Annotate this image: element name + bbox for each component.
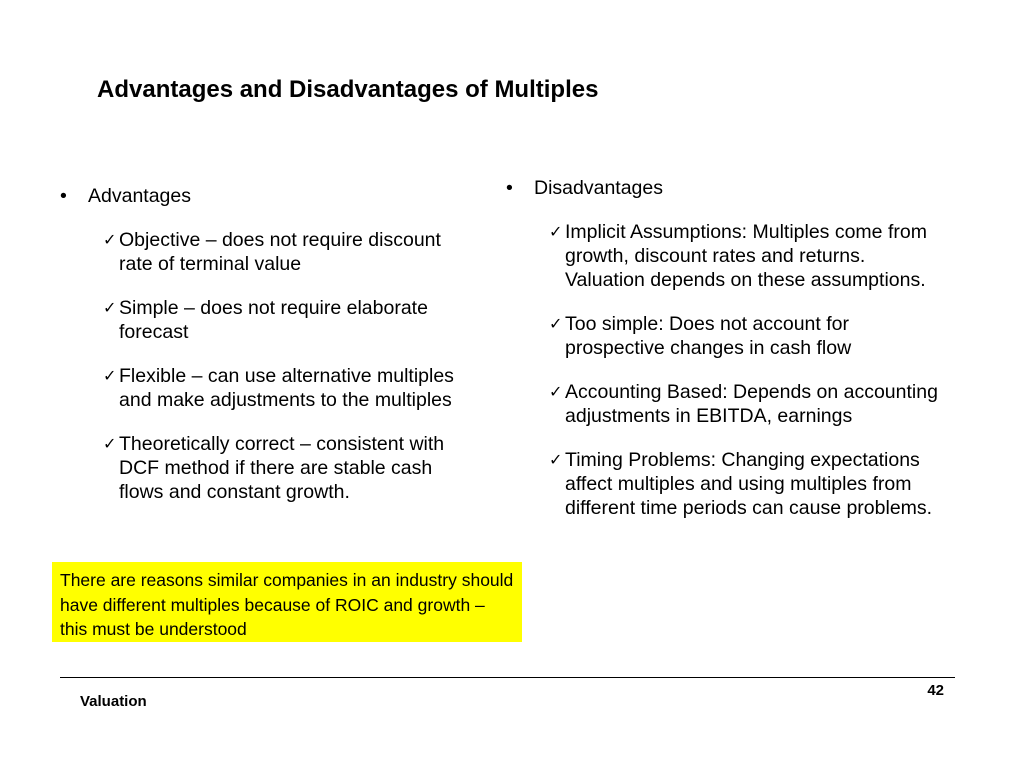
checkmark-icon: ✓ — [549, 314, 563, 333]
advantage-item — [60, 228, 470, 276]
disadvantages-list — [506, 220, 946, 520]
footer-divider — [60, 677, 955, 678]
checkmark-icon: ✓ — [549, 222, 563, 241]
disadvantage-item — [506, 312, 946, 360]
advantage-item — [60, 432, 470, 504]
checkmark-icon: ✓ — [103, 298, 117, 317]
advantage-item-text: Objective – does not require discount rate of terminal value — [119, 229, 441, 275]
checkmark-icon: ✓ — [103, 434, 117, 453]
advantage-item — [60, 364, 470, 412]
slide-title: Advantages and Disadvantages of Multiples — [97, 76, 599, 103]
checkmark-icon: ✓ — [549, 382, 563, 401]
disadvantage-item — [506, 380, 946, 428]
disadvantage-item-text: Timing Problems: Changing expectations affect multiples and using multiples from different time periods can cause problems. — [565, 449, 933, 519]
advantages-column — [60, 184, 470, 524]
advantage-item-text: Simple – does not require elaborate forecast — [119, 297, 428, 343]
advantages-list — [60, 228, 470, 504]
advantages-heading-label: Advantages — [88, 185, 191, 207]
callout-box: There are reasons similar companies in an industry should have different multiples because of ROIC and growth – this must be understood — [52, 562, 522, 642]
page-number: 42 — [927, 682, 944, 699]
bullet-marker: • — [506, 177, 513, 199]
disadvantage-item — [506, 220, 946, 292]
advantage-item — [60, 296, 470, 344]
disadvantage-item-text: Accounting Based: Depends on accounting adjustments in EBITDA, earnings — [565, 381, 938, 427]
disadvantages-column — [506, 176, 946, 540]
footer-label: Valuation — [80, 693, 147, 710]
disadvantages-heading — [506, 176, 946, 200]
advantages-heading — [60, 184, 470, 208]
checkmark-icon: ✓ — [549, 450, 563, 469]
disadvantages-heading-label: Disadvantages — [534, 177, 663, 199]
bullet-marker: • — [60, 185, 67, 207]
checkmark-icon: ✓ — [103, 230, 117, 249]
disadvantage-item-text: Too simple: Does not account for prospective changes in cash flow — [565, 313, 852, 359]
advantage-item-text: Theoretically correct – consistent with DCF method if there are stable cash flows and constant growth. — [119, 433, 445, 503]
disadvantage-item — [506, 448, 946, 520]
checkmark-icon: ✓ — [103, 366, 117, 385]
disadvantage-item-text: Implicit Assumptions: Multiples come from growth, discount rates and returns. Valuation depends on these assumptions. — [565, 221, 927, 291]
advantage-item-text: Flexible – can use alternative multiples and make adjustments to the multiples — [119, 365, 454, 411]
